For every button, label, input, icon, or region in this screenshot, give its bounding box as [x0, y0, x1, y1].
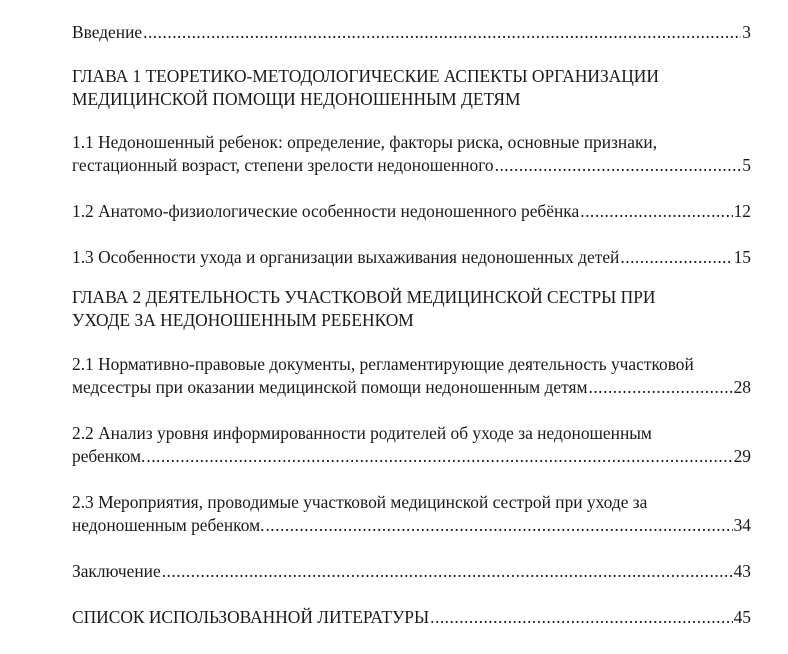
- toc-page-number: 45: [733, 607, 751, 627]
- toc-entry-title-line: 1.1 Недоношенный ребенок: определение, факторы риска, основные признаки,: [72, 132, 658, 152]
- toc-page-number: 12: [733, 201, 751, 221]
- toc-entry-title-line: недоношенным ребенком.: [72, 515, 265, 535]
- leader-dots: [495, 154, 742, 177]
- table-of-contents: [72, 20, 751, 627]
- toc-page-number: 34: [733, 515, 751, 535]
- toc-page-number: 3: [742, 22, 751, 42]
- toc-entry-title: 1.2 Анатомо-физиологические особенности недоношенного ребёнка: [72, 201, 580, 221]
- toc-entry-title: СПИСОК ИСПОЛЬЗОВАННОЙ ЛИТЕРАТУРЫ: [72, 607, 430, 627]
- toc-entry-title: Введение: [72, 22, 143, 42]
- toc-entry-title-line: медсестры при оказании медицинской помощи недоношенным детям: [72, 377, 588, 397]
- leader-dots: [588, 376, 732, 399]
- leader-dots: [143, 21, 741, 44]
- leader-dots: [146, 445, 732, 468]
- toc-entry-1-1: [72, 131, 751, 177]
- toc-entry-title-line: 2.2 Анализ уровня информированности родителей об уходе за недоношенным: [72, 423, 652, 443]
- toc-entry-title-line: ребенком.: [72, 446, 146, 466]
- leader-dots: [162, 560, 733, 583]
- toc-entry-1-2: [72, 200, 751, 223]
- toc-entry-1-3: [72, 246, 751, 269]
- toc-page-number: 5: [742, 155, 751, 175]
- leader-dots: [580, 200, 732, 223]
- toc-chapter-line: МЕДИЦИНСКОЙ ПОМОЩИ НЕДОНОШЕННЫМ ДЕТЯМ: [72, 89, 521, 109]
- toc-chapter-1: [72, 65, 751, 111]
- toc-chapter-line: УХОДЕ ЗА НЕДОНОШЕННЫМ РЕБЕНКОМ: [72, 310, 414, 330]
- toc-entry-title-line: 2.3 Мероприятия, проводимые участковой медицинской сестрой при уходе за: [72, 492, 648, 512]
- toc-entry-conclusion: [72, 560, 751, 583]
- toc-entry-title: Заключение: [72, 561, 161, 581]
- toc-entry-title: 1.3 Особенности ухода и организации выхаживания недоношенных детей: [72, 247, 620, 267]
- toc-entry-2-1: [72, 353, 751, 399]
- toc-page-number: 29: [733, 446, 751, 466]
- toc-entry-references: [72, 606, 751, 629]
- leader-dots: [620, 246, 732, 269]
- toc-entry-2-2: [72, 422, 751, 468]
- toc-chapter-line: ГЛАВА 1 ТЕОРЕТИКО-МЕТОДОЛОГИЧЕСКИЕ АСПЕКТЫ ОРГАНИЗАЦИИ: [72, 66, 659, 86]
- toc-page-number: 28: [733, 377, 751, 397]
- toc-page-number: 43: [733, 561, 751, 581]
- toc-entry-title-line: 2.1 Нормативно-правовые документы, регламентирующие деятельность участковой: [72, 354, 694, 374]
- toc-page-number: 15: [733, 247, 751, 267]
- toc-chapter-line: ГЛАВА 2 ДЕЯТЕЛЬНОСТЬ УЧАСТКОВОЙ МЕДИЦИНСКОЙ СЕСТРЫ ПРИ: [72, 287, 656, 307]
- toc-chapter-2: [72, 286, 751, 332]
- toc-entry-intro: [72, 21, 751, 44]
- leader-dots: [265, 514, 732, 537]
- toc-entry-2-3: [72, 491, 751, 537]
- leader-dots: [430, 606, 732, 629]
- toc-entry-title-line: гестационный возраст, степени зрелости недоношенного: [72, 155, 494, 175]
